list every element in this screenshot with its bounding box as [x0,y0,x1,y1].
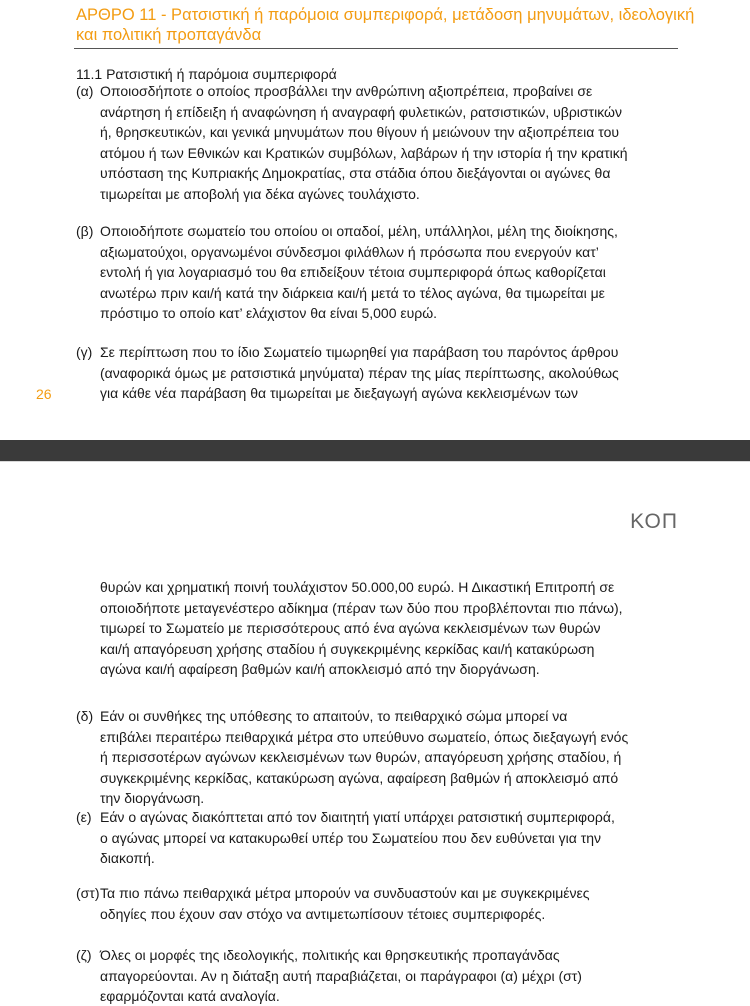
text-line: οδηγίες που έχουν σαν στόχο να αντιμετωπίσουν τέτοιες συμπεριφορές. [100,905,546,922]
article-title-line: και πολιτική προπαγάνδα [76,26,262,44]
article-title-line: ΑΡΘΡΟ 11 - Ρατσιστική ή παρόμοια συμπεριφορά, μετάδοση μηνυμάτων, ιδεολογική [76,6,695,24]
paragraph-label: (δ) [76,708,94,724]
paragraph-st [76,883,696,924]
text-line: ο αγώνας μπορεί να κατακυρωθεί υπέρ του Σωματείου που δεν ευθύνεται για την [100,829,602,846]
text-line: Εάν ο αγώνας διακόπτεται από τον διαιτητή γιατί υπάρχει ρατσιστική συμπεριφορά, [100,809,615,825]
paragraph-label: (στ) [76,885,100,901]
running-header: ΚΟΠ [630,510,678,533]
text-line: εφαρμόζονται κατά αναλογία. [100,988,280,1004]
section-heading: 11.1 Ρατσιστική ή παρόμοια συμπεριφορά [76,66,337,82]
text-line: ή περισσοτέρων αγώνων κεκλεισμένων των θυρών, απαγόρευση χρήσης σταδίου, ή [100,749,622,765]
paragraph-c [76,342,686,404]
text-line: Σε περίπτωση που το ίδιο Σωματείο τιμωρηθεί για παράβαση του παρόντος άρθρου [100,344,619,360]
text-line: εντολή ή για λογαριασμό του θα επιδείξουν τέτοια συμπεριφορά όπως καθορίζεται [100,264,606,280]
text-line: την διοργάνωση. [100,790,205,806]
text-line: διακοπή. [100,850,155,866]
text-line: Όλες οι μορφές της ιδεολογικής, πολιτικής και θρησκευτικής προπαγάνδας [100,947,560,963]
text-line: για κάθε νέα παράβαση θα τιμωρείται με διεξαγωγή αγώνα κεκλεισμένων των [100,385,578,401]
title-divider [74,48,678,49]
text-line: πρόστιμο το οποίο κατ’ ελάχιστον θα είναι 5,000 ευρώ. [100,305,438,321]
page-number: 26 [36,386,52,402]
text-line: απαγορεύονται. Αν η διάταξη αυτή παραβιάζεται, οι παράγραφοι (α) μέχρι (στ) [100,967,582,984]
text-line: οποιοδήποτε μεταγενέστερο αδίκημα (πέραν των δύο που προβλέπονται πιο πάνω), [100,599,623,616]
text-line: (αναφορικά όμως με ρατσιστικά μηνύματα) πέραν της μίας περίπτωσης, ακολούθως [100,364,619,381]
text-line: ή, θρησκευτικών, και γενικά μηνυμάτων που θίγουν ή μειώνουν την αξιοπρέπεια του [100,124,620,140]
paragraph-d [76,706,696,809]
text-line: τιμωρεί το Σωματείο με περισσότερους από ένα αγώνα κεκλεισμένων των θυρών [100,620,601,636]
text-line: ατόμου ή των Εθνικών και Κρατικών συμβόλων, λαβάρων ή την ιστορία ή την κρατική [100,144,628,161]
document-page-26 [0,0,750,440]
paragraph-label: (α) [76,83,94,99]
paragraph-a [76,81,686,204]
text-line: επιβάλει περαιτέρω πειθαρχικά μέτρα στο υπεύθυνο σωματείο, όπως διεξαγωγή ενός [100,728,629,745]
paragraph-c-continued [76,577,696,680]
paragraph-label: (ζ) [76,947,92,963]
text-line: ανάρτηση ή επίδειξη ή αναφώνηση ή αναγραφή φυλετικών, ρατσιστικών, υβριστικών [100,103,622,120]
text-line: Τα πιο πάνω πειθαρχικά μέτρα μπορούν να συνδυαστούν και με συγκεκριμένες [100,885,590,901]
paragraph-label: (β) [76,223,94,239]
paragraph-e [76,807,696,869]
text-line: συγκεκριμένης κερκίδας, κατακύρωση αγώνα, αφαίρεση βαθμών ή αποκλεισμό από [100,769,619,786]
paragraph-label: (ε) [76,809,92,825]
text-line: Οποιοδήποτε σωματείο του οποίου οι οπαδοί, μέλη, υπάλληλοι, μέλη της διοίκησης, [100,223,618,239]
text-line: αγώνα και/ή αφαίρεση βαθμών και/ή αποκλεισμό από την διοργάνωση. [100,661,540,677]
text-line: υπόσταση της Κυπριακής Δημοκρατίας, στα στάδια όπου διεξάγονται οι αγώνες θα [100,165,611,181]
text-line: τιμωρείται με αποβολή για δέκα αγώνες τουλάχιστο. [100,185,420,202]
text-line: θυρών και χρηματική ποινή τουλάχιστον 50.000,00 ευρώ. Η Δικαστική Επιτροπή σε [100,579,615,595]
text-line: ανωτέρω πριν και/ή κατά την διάρκεια και/ή μετά το τέλος αγώνα, θα τιμωρείται με [100,284,605,301]
page-separator [0,440,750,461]
text-line: και/ή απαγόρευση χρήσης σταδίου ή συγκεκριμένης κερκίδας και/ή κατακύρωση [100,640,595,657]
paragraph-label: (γ) [76,344,93,360]
document-page-27 [0,461,750,1006]
article-title [76,5,736,45]
paragraph-z [76,945,696,1006]
paragraph-b [76,221,686,324]
text-line: Οποιοσδήποτε ο οποίος προσβάλλει την ανθρώπινη αξιοπρέπεια, προβαίνει σε [100,83,593,99]
text-line: αξιωματούχοι, οργανωμένοι σύνδεσμοι φιλάθλων ή πρόσωπα που ενεργούν κατ’ [100,243,599,260]
text-line: Εάν οι συνθήκες της υπόθεσης το απαιτούν, το πειθαρχικό σώμα μπορεί να [100,708,568,724]
